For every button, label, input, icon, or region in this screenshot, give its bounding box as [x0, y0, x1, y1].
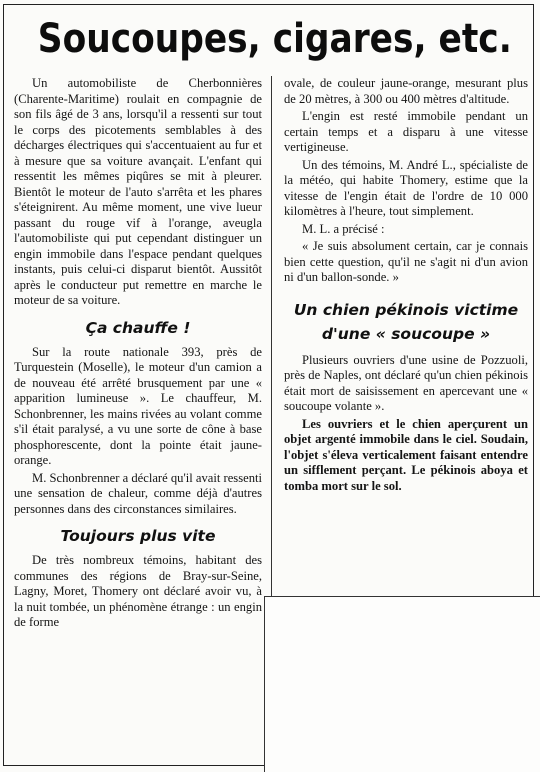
left-column — [14, 76, 262, 631]
paragraph: ovale, de couleur jaune-orange, mesurant plus de 20 mètres, à 300 ou 400 mètres d'altitude. — [284, 76, 528, 106]
paragraph: M. Schonbrenner a déclaré qu'il avait ressenti une sensation de chaleur, comme déjà d'autres personnes dans des circonstances similaires. — [14, 470, 262, 516]
headline: Soucoupes, cigares, etc. — [37, 16, 512, 62]
subheading: Un chien pékinois victime d'une « soucoupe » — [293, 300, 519, 343]
blank-box — [264, 596, 540, 772]
paragraph: De très nombreux témoins, habitant des communes des régions de Bray-sur-Seine, Lagny, Moret, Thomery ont déclaré avoir vu, à la nuit tombée, un phénomène étrange : un engin de forme — [14, 553, 262, 629]
quote: « Je suis absolument certain, car je connais bien cette question, qu'il ne s'agit ni d'un avion ni d'un ballon-sonde. » — [284, 239, 528, 284]
paragraph: Un automobiliste de Cherbonnières (Charente-Maritime) roulait en compagnie de son fils âgé de 3 ans, lorsqu'il a ressenti sur tout le corps des picotements semblables à des décharges électriques qui s'accentuaient au fur et à mesure que sa voiture avançait. L'enfant qui ressentit les mêmes piqûres se mit à pleurer. Bientôt le moteur de l'auto s'arrêta et les phares s'éteignirent. Au même moment, une vive lueur passant du rouge vif à l'orange, aveugla l'automobiliste qui put cependant distinguer un engin immobile dans l'espace pendant quelques instants, puis celui-ci disparut bientôt. Aussitôt après le conducteur put remettre en marche le moteur de sa voiture. — [14, 76, 262, 307]
paragraph: M. L. a précisé : — [302, 221, 385, 236]
paragraph: L'engin est resté immobile pendant un certain temps et a disparu à une vitesse vertigineuse. — [284, 109, 528, 154]
paragraph: Les ouvriers et le chien aperçurent un objet argenté immobile dans le ciel. Soudain, l'objet s'éleva verticalement faisant entendre un sifflement perçant. Le pékinois aboya et tomba mort sur le sol. — [284, 416, 528, 493]
paragraph: Un des témoins, M. André L., spécialiste de la météo, qui habite Thomery, estime que la vitesse de l'engin était de l'ordre de 10 000 kilomètres à l'heure, tout simplement. — [284, 157, 528, 218]
right-column — [284, 76, 528, 494]
subheading: Ça chauffe ! — [85, 318, 191, 337]
paragraph: Plusieurs ouvriers d'une usine de Pozzuoli, près de Naples, ont déclaré qu'un chien pékinois était mort de saisissement en apercevant une « soucoupe volante ». — [284, 352, 528, 413]
subheading: Toujours plus vite — [60, 527, 216, 545]
paragraph: Sur la route nationale 393, près de Turquestein (Moselle), le moteur d'un camion a de nouveau été arrêté brusquement par une « apparition lumineuse ». Le chauffeur, M. Schonbrenner, les mains rivées au volant comme s'il était paralysé, a vu une sorte de cône à base phosphorescente, dont la pointe était jaune-orange. — [14, 344, 262, 467]
